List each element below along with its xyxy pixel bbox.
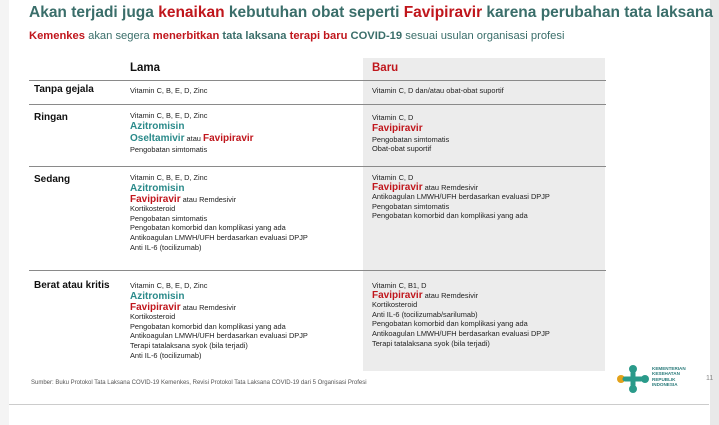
list-item: Pengobatan simtomatis bbox=[372, 134, 450, 144]
list-item: Terapi tatalaksana syok (bila terjadi) bbox=[130, 340, 248, 350]
slide bbox=[9, 0, 714, 401]
subtitle-covid: COVID-19 bbox=[347, 30, 403, 42]
list-item: Anti IL-6 (tocilizumab/sarilumab) bbox=[372, 309, 478, 319]
list-item: Vitamin C, D dan/atau obat-obat suportif bbox=[372, 86, 504, 95]
list-item-highlight: Azitromisin bbox=[130, 182, 185, 194]
list-item-highlight: Favipiravir bbox=[372, 122, 423, 134]
slide-subtitle bbox=[29, 30, 564, 42]
page-number: 11 bbox=[706, 375, 714, 382]
list-item: Vitamin C, B, E, D, Zinc bbox=[130, 111, 208, 120]
lama-cell bbox=[130, 111, 254, 154]
logo-text: KEMENTERIAN KESEHATAN REPUBLIK INDONESIA bbox=[652, 366, 686, 388]
list-item: Vitamin C, D bbox=[372, 173, 414, 182]
list-item: atau Remdesivir bbox=[422, 182, 479, 192]
list-item: Pengobatan simtomatis bbox=[372, 201, 450, 211]
lama-cell bbox=[130, 86, 208, 96]
next-slide-edge bbox=[9, 404, 709, 425]
row-divider bbox=[29, 166, 606, 167]
subtitle-menerbitkan: menerbitkan bbox=[152, 30, 220, 42]
list-item: Antikoagulan LMWH/UFH berdasarkan evaluasi DPJP bbox=[372, 328, 550, 338]
baru-cell bbox=[372, 173, 550, 221]
list-item-highlight: Favipiravir bbox=[130, 301, 181, 313]
subtitle-terapi-baru: terapi baru bbox=[289, 30, 348, 42]
title-text: karena perubahan tata laksana bbox=[482, 4, 713, 21]
list-item: Pengobatan komorbid dan komplikasi yang ada bbox=[130, 223, 286, 233]
row-divider bbox=[29, 104, 606, 105]
list-item-highlight: Oseltamivir bbox=[130, 132, 185, 144]
list-item: Pengobatan komorbid dan komplikasi yang ada bbox=[130, 321, 286, 331]
list-item: Antikoagulan LMWH/UFH berdasarkan evaluasi DPJP bbox=[372, 192, 550, 202]
list-item: Kortikosteroid bbox=[372, 300, 418, 310]
list-item-highlight: Favipiravir bbox=[372, 289, 423, 301]
list-item: Kortikosteroid bbox=[130, 312, 176, 322]
row-category: Sedang bbox=[34, 174, 71, 185]
list-item: Kortikosteroid bbox=[130, 204, 176, 214]
kemenkes-logo-icon bbox=[613, 362, 653, 396]
column-header-baru: Baru bbox=[372, 62, 399, 74]
list-item: Antikoagulan LMWH/UFH berdasarkan evaluasi DPJP bbox=[130, 331, 308, 341]
row-category: Ringan bbox=[34, 112, 68, 123]
list-item: Pengobatan komorbid dan komplikasi yang ada bbox=[372, 211, 528, 221]
list-item: Vitamin C, B, E, D, Zinc bbox=[130, 86, 208, 95]
list-item: Terapi tatalaksana syok (bila terjadi) bbox=[372, 338, 490, 348]
subtitle-kemenkes: Kemenkes bbox=[29, 30, 85, 42]
list-item: Anti IL-6 (tocilizumab) bbox=[130, 242, 202, 252]
list-item: atau Remdesivir bbox=[180, 302, 237, 312]
baru-cell bbox=[372, 86, 504, 96]
row-category: Berat atau kritis bbox=[34, 280, 110, 291]
list-item: Obat-obat suportif bbox=[372, 144, 432, 154]
right-edge bbox=[710, 0, 719, 425]
list-item: atau Remdesivir bbox=[422, 290, 479, 300]
list-item-highlight: Favipiravir bbox=[130, 193, 181, 205]
list-item: Pengobatan simtomatis bbox=[130, 213, 208, 223]
table-header-divider bbox=[29, 80, 606, 81]
list-item-highlight: Azitromisin bbox=[130, 290, 185, 302]
list-item-highlight: Favipiravir bbox=[372, 181, 423, 193]
row-divider bbox=[29, 270, 606, 271]
title-text: Akan terjadi juga bbox=[29, 4, 159, 21]
lama-cell bbox=[130, 173, 308, 252]
lama-cell bbox=[130, 281, 308, 360]
list-item: Pengobatan komorbid dan komplikasi yang ada bbox=[372, 319, 528, 329]
source-note: Sumber: Buku Protokol Tata Laksana COVID-19 Kemenkes, Revisi Protokol Tata Laksana COVID-19 dari 5 Organisasi Profesi bbox=[31, 380, 367, 386]
list-item: Vitamin C, D bbox=[372, 113, 414, 122]
list-item: atau Remdesivir bbox=[180, 194, 237, 204]
row-category: Tanpa gejala bbox=[34, 84, 94, 95]
subtitle-text: tata laksana bbox=[219, 30, 290, 42]
list-item-highlight: Azitromisin bbox=[130, 120, 185, 132]
subtitle-text: sesuai usulan organisasi profesi bbox=[402, 30, 565, 42]
list-item-highlight: Favipiravir bbox=[202, 132, 254, 144]
title-highlight-favipiravir: Favipiravir bbox=[403, 4, 483, 21]
title-highlight-kenaikan: kenaikan bbox=[158, 4, 225, 21]
left-edge bbox=[0, 0, 9, 425]
list-item: Vitamin C, B, E, D, Zinc bbox=[130, 281, 208, 290]
title-text: kebutuhan obat seperti bbox=[224, 4, 404, 21]
baru-cell bbox=[372, 281, 550, 348]
list-item: Anti IL-6 (tocilizumab) bbox=[130, 350, 202, 360]
column-header-lama: Lama bbox=[130, 62, 161, 74]
list-item: Vitamin C, B, E, D, Zinc bbox=[130, 173, 208, 182]
list-item: Pengobatan simtomatis bbox=[130, 144, 208, 154]
list-item: atau bbox=[184, 133, 203, 143]
subtitle-text: akan segera bbox=[84, 30, 153, 42]
list-item: Vitamin C, B1, D bbox=[372, 281, 427, 290]
list-item: Antikoagulan LMWH/UFH berdasarkan evaluasi DPJP bbox=[130, 232, 308, 242]
baru-cell bbox=[372, 113, 449, 154]
slide-title bbox=[29, 4, 713, 22]
